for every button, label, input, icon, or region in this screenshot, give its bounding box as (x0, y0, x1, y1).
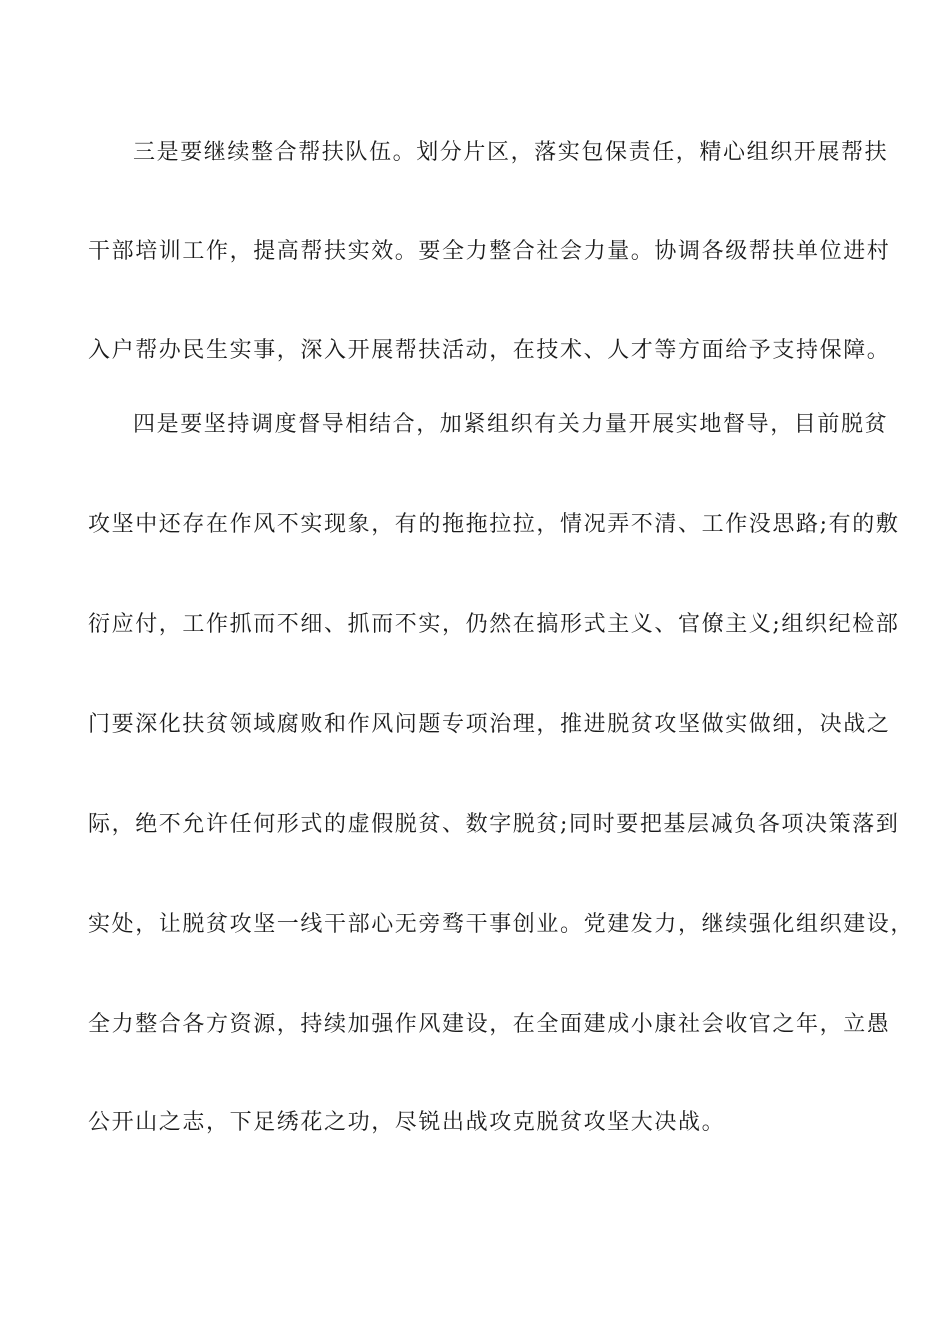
paragraph-line: 实处，让脱贫攻坚一线干部心无旁骛干事创业。党建发力，继续强化组织建设， (88, 912, 915, 937)
paragraph-line: 三是要继续整合帮扶队伍。划分片区，落实包保责任，精心组织开展帮扶 (133, 140, 889, 165)
paragraph-line: 入户帮办民生实事，深入开展帮扶活动，在技术、人才等方面给予支持保障。 (88, 338, 891, 363)
paragraph-line: 衍应付，工作抓而不细、抓而不实，仍然在搞形式主义、官僚主义;组织纪检部 (88, 612, 900, 637)
paragraph-line: 干部培训工作，提高帮扶实效。要全力整合社会力量。协调各级帮扶单位进村 (88, 239, 891, 264)
paragraph-line: 门要深化扶贫领域腐败和作风问题专项治理，推进脱贫攻坚做实做细，决战之 (88, 712, 891, 737)
paragraph-line: 四是要坚持调度督导相结合，加紧组织有关力量开展实地督导，目前脱贫 (133, 412, 889, 437)
paragraph-line: 全力整合各方资源，持续加强作风建设，在全面建成小康社会收官之年，立愚 (88, 1012, 891, 1037)
paragraph-line: 际，绝不允许任何形式的虚假脱贫、数字脱贫;同时要把基层减负各项决策落到 (88, 812, 900, 837)
paragraph-line: 公开山之志，下足绣花之功，尽锐出战攻克脱贫攻坚大决战。 (88, 1110, 726, 1135)
paragraph-line: 攻坚中还存在作风不实现象，有的拖拖拉拉，情况弄不清、工作没思路;有的敷 (88, 512, 900, 537)
